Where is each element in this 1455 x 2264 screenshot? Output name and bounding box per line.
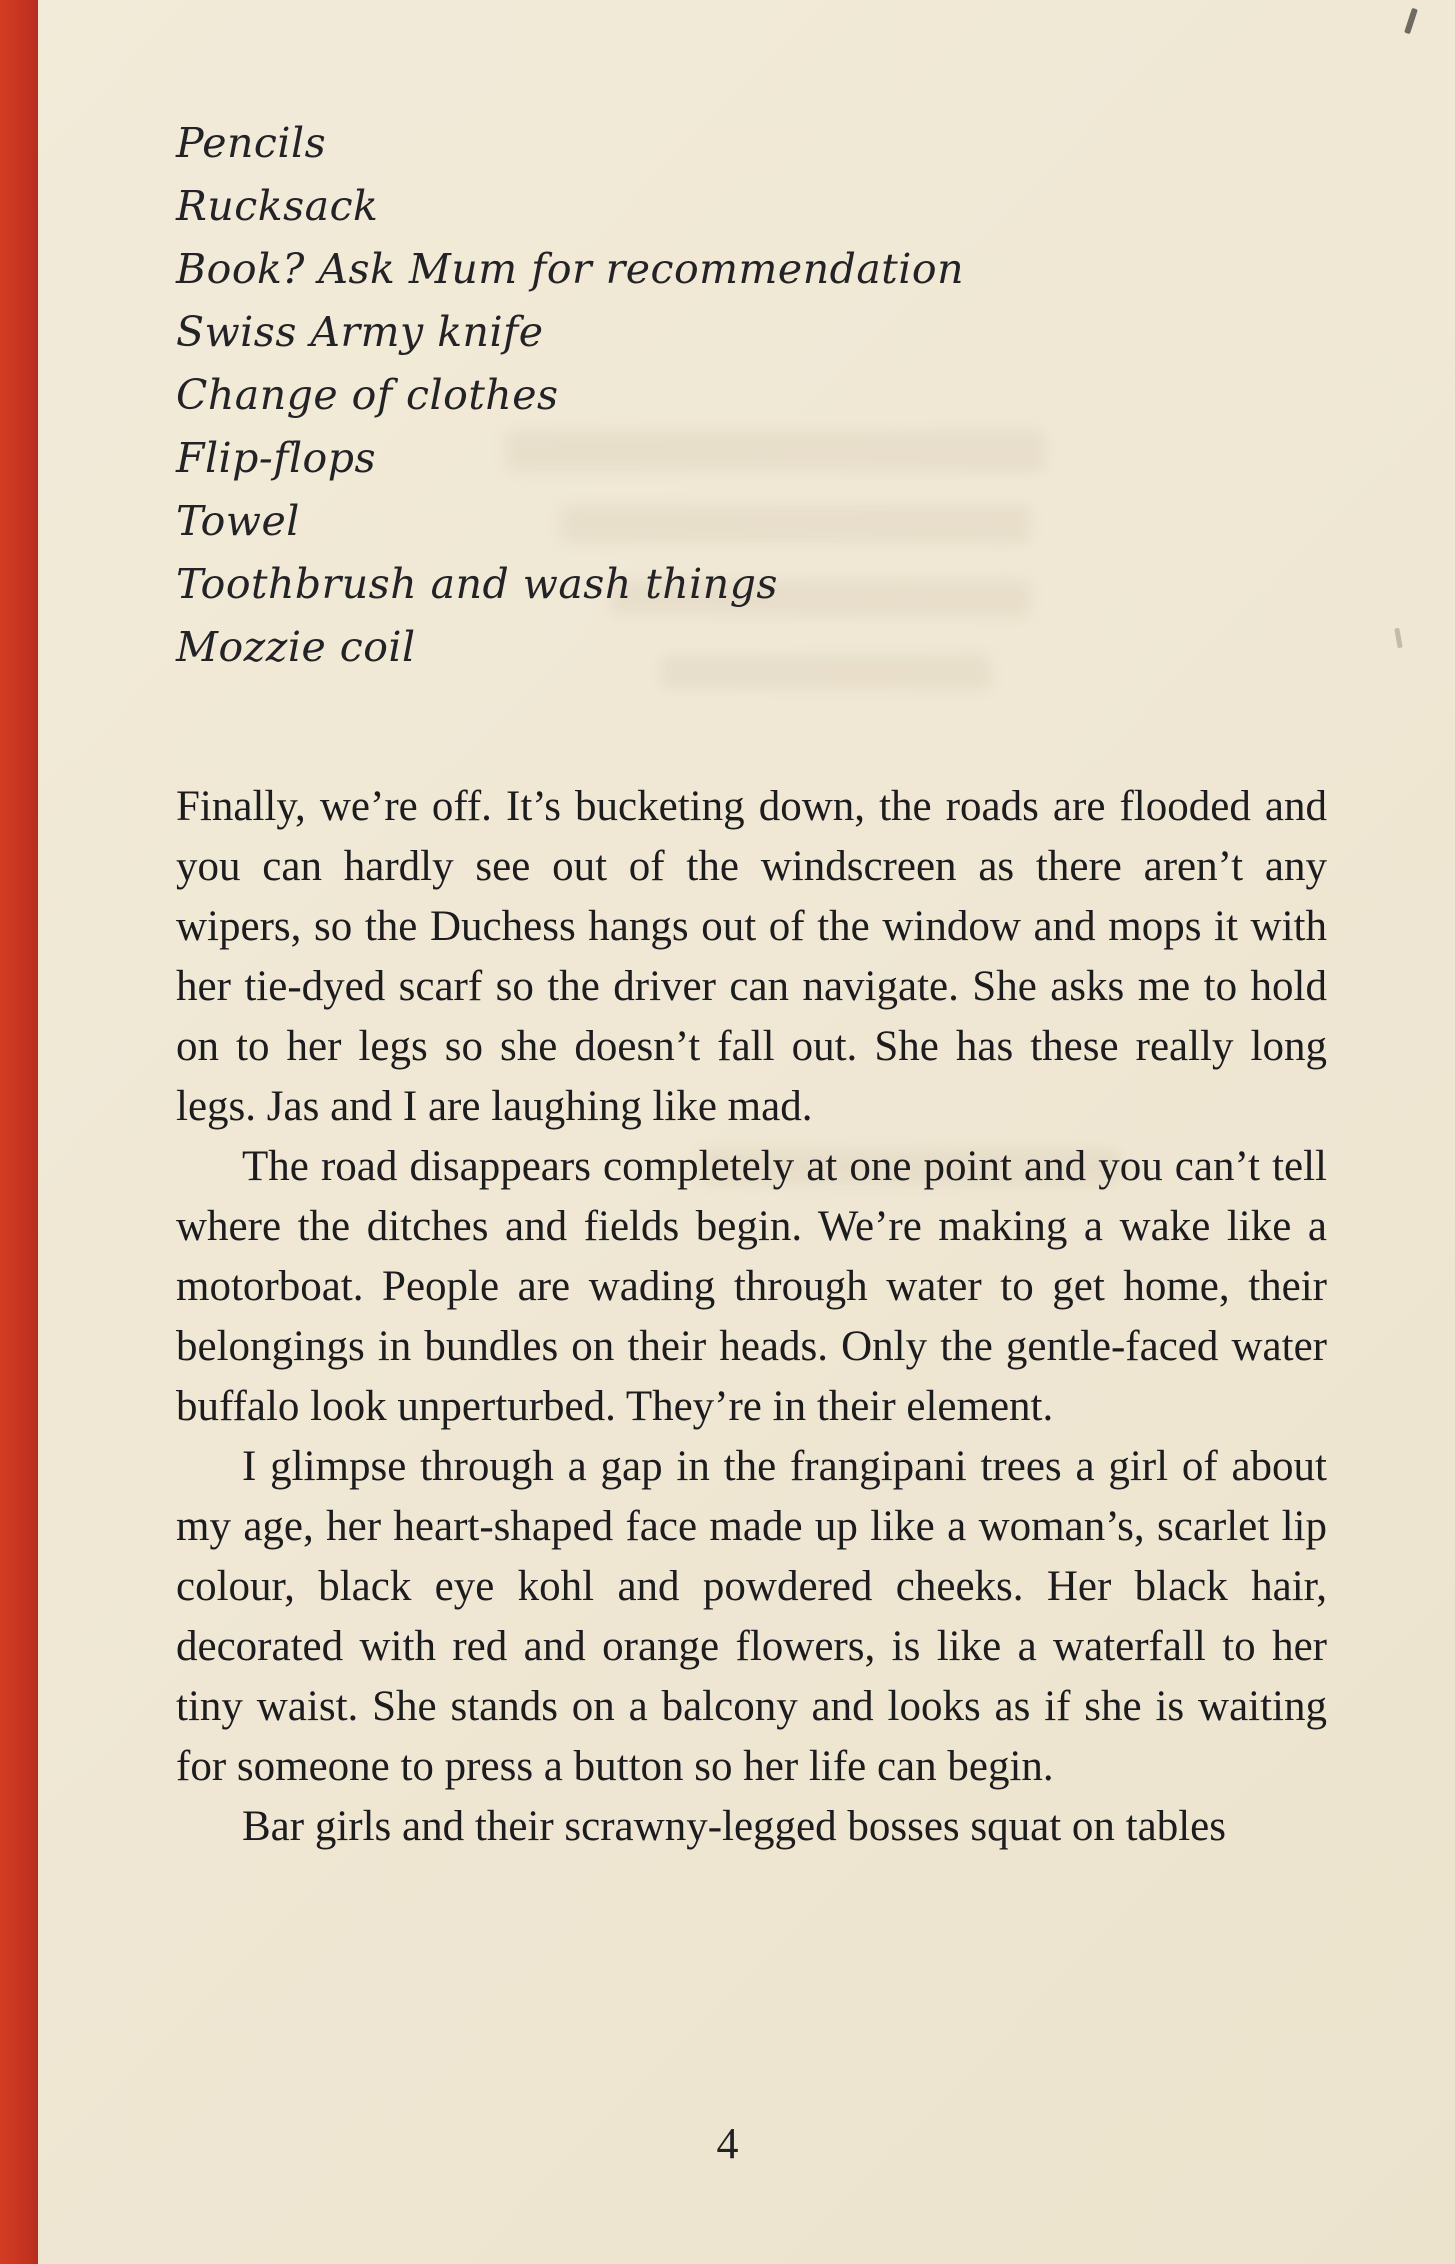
body-text: [176, 777, 1327, 1857]
packing-list-item: Flip-flops: [176, 434, 377, 482]
packing-list-item: Book? Ask Mum for recommendation: [176, 245, 964, 293]
packing-list-item: Swiss Army knife: [176, 308, 544, 356]
packing-list-item: Change of clothes: [176, 371, 559, 419]
packing-list-item: Towel: [176, 497, 300, 545]
page-number: 4: [716, 2119, 739, 2168]
packing-list: [176, 112, 1327, 679]
body-paragraph: Finally, we’re off. It’s bucketing down, the roads are flooded and you can hardly see out of the windscreen as there aren’t any wipers, so the Duchess hangs out of the window and mops it with her tie-dyed scarf so the driver can navigate. She asks me to hold on to her legs so she doesn’t fall out. She has these really long legs. Jas and I are laughing like mad.: [176, 783, 1327, 1130]
packing-list-item: Toothbrush and wash things: [176, 560, 778, 608]
body-paragraph: Bar girls and their scrawny-legged bosses squat on tables: [242, 1803, 1226, 1850]
packing-list-item: Pencils: [176, 119, 327, 167]
body-paragraph: I glimpse through a gap in the frangipani trees a girl of about my age, her heart-shaped face made up like a woman’s, scarlet lip colour, black eye kohl and powdered cheeks. Her black hair, decorated with red and orange flowers, is like a waterfall to her tiny waist. She stands on a balcony and looks as if she is waiting for someone to press a button so her life can begin.: [176, 1443, 1327, 1790]
packing-list-item: Rucksack: [176, 182, 379, 230]
packing-list-item: Mozzie coil: [176, 623, 416, 671]
body-paragraph: The road disappears completely at one point and you can’t tell where the ditches and fields begin. We’re making a wake like a motorboat. People are wading through water to get home, their belongings in bundles on their heads. Only the gentle-faced water buffalo look unperturbed. They’re in their element.: [176, 1143, 1327, 1430]
